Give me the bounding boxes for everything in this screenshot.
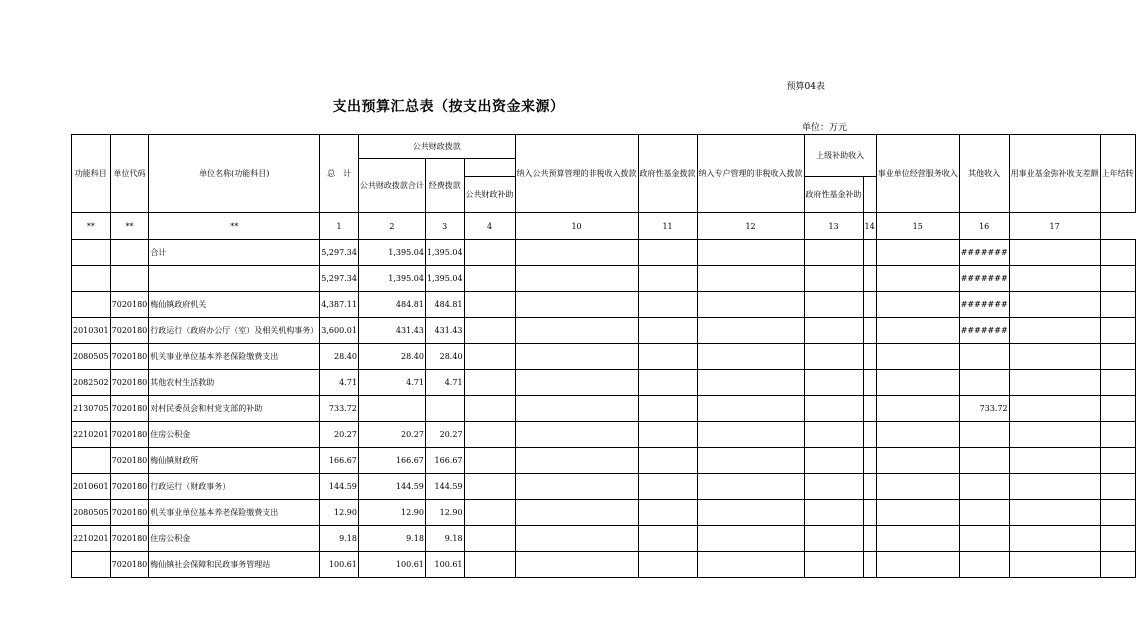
total-cell: 5,297.34: [320, 240, 359, 266]
table-row: [72, 318, 1136, 344]
unit-code-cell-text: 7020180: [111, 456, 148, 465]
unit-code-cell: [110, 500, 149, 526]
total-cell: 100.61: [320, 552, 359, 578]
empty-cell: [1009, 370, 1100, 396]
empty-cell: [804, 266, 863, 292]
total-cell: 20.27: [320, 422, 359, 448]
pf-expense-cell: 431.43: [425, 318, 464, 344]
table-row: [72, 370, 1136, 396]
empty-cell: [863, 448, 876, 474]
empty-cell: [697, 422, 804, 448]
empty-cell: [876, 448, 959, 474]
table-row: [72, 448, 1136, 474]
empty-cell: [1009, 526, 1100, 552]
empty-cell: [1009, 500, 1100, 526]
total-cell: 9.18: [320, 526, 359, 552]
pf-subtotal-cell: 1,395.04: [358, 240, 425, 266]
empty-cell: [876, 240, 959, 266]
total-cell: 4,387.11: [320, 292, 359, 318]
pf-expense-cell: 28.40: [425, 344, 464, 370]
column-index-cell: 2: [358, 213, 425, 240]
empty-cell: [638, 474, 697, 500]
column-index-cell: **: [72, 213, 111, 240]
empty-cell: [638, 422, 697, 448]
unit-code-cell: [110, 552, 149, 578]
column-index-cell: 14: [863, 213, 876, 240]
header-pf-subtotal: 公共财政拨款合计: [358, 159, 425, 213]
func-code-cell: [72, 448, 111, 474]
header-prior-balance: 上年结转: [1100, 135, 1135, 213]
pf-subtotal-cell: 431.43: [358, 318, 425, 344]
header-pf-offbudget: 纳入公共预算管理的非税收入拨款: [515, 135, 638, 213]
pf-expense-cell: 9.18: [425, 526, 464, 552]
pf-subtotal-cell: 20.27: [358, 422, 425, 448]
empty-cell: [876, 552, 959, 578]
unit-label: 单位：万元: [801, 123, 847, 133]
empty-cell: [515, 292, 638, 318]
empty-cell: [804, 292, 863, 318]
unit-name-cell: 住房公积金: [149, 422, 320, 448]
unit-code-cell: [110, 318, 149, 344]
empty-cell: [638, 526, 697, 552]
page-title: 支出预算汇总表（按支出资金来源）: [332, 99, 565, 115]
total-cell: 3,600.01: [320, 318, 359, 344]
empty-cell: [697, 396, 804, 422]
unit-code-cell: [110, 526, 149, 552]
empty-cell: [1100, 526, 1135, 552]
empty-cell: [804, 448, 863, 474]
unit-name-cell: 对村民委员会和村党支部的补助: [149, 396, 320, 422]
empty-cell: [515, 474, 638, 500]
pf-expense-cell: 12.90: [425, 500, 464, 526]
unit-code-cell-text: 7020180: [111, 560, 148, 569]
budget-table: [71, 134, 1136, 578]
unit-code-cell: [110, 396, 149, 422]
unit-code-cell: [110, 240, 149, 266]
column-index-row: [72, 213, 1136, 240]
pf-expense-cell: 4.71: [425, 370, 464, 396]
unit-name-cell: 合计: [149, 240, 320, 266]
unit-code-cell: [110, 370, 149, 396]
unit-code-cell-text: 7020180: [111, 482, 148, 491]
func-code-cell: [72, 240, 111, 266]
other-income-cell: [959, 422, 1009, 448]
empty-cell: [804, 526, 863, 552]
unit-name-cell: 梅仙镇财政所: [149, 448, 320, 474]
unit-code-cell-text: 7020180: [111, 508, 148, 517]
total-cell: 5,297.34: [320, 266, 359, 292]
other-income-cell: [959, 370, 1009, 396]
table-row: [72, 474, 1136, 500]
empty-cell: [697, 474, 804, 500]
unit-code-cell: [110, 474, 149, 500]
other-income-cell: #######: [959, 240, 1009, 266]
empty-cell: [1009, 474, 1100, 500]
table-row: [72, 552, 1136, 578]
unit-code-cell-text: 7020180: [111, 430, 148, 439]
total-cell: 733.72: [320, 396, 359, 422]
empty-cell: [876, 344, 959, 370]
empty-cell: [515, 266, 638, 292]
header-unit-name: 单位名称(功能科目): [149, 135, 320, 213]
unit-code-cell-text: 7020180: [111, 352, 148, 361]
empty-cell: [464, 474, 515, 500]
empty-cell: [1100, 448, 1135, 474]
func-code-cell: 2082502: [72, 370, 111, 396]
empty-cell: [804, 318, 863, 344]
empty-cell: [515, 240, 638, 266]
header-public-fiscal: 公共财政拨款: [358, 135, 515, 159]
empty-cell: [697, 240, 804, 266]
total-cell: 12.90: [320, 500, 359, 526]
empty-cell: [804, 422, 863, 448]
header-business-income: 事业单位经营服务收入: [876, 135, 959, 213]
unit-code-cell-text: [112, 273, 148, 284]
empty-cell: [876, 266, 959, 292]
empty-cell: [464, 552, 515, 578]
empty-cell: [804, 344, 863, 370]
table-row: [72, 240, 1136, 266]
func-code-cell: 2010301: [72, 318, 111, 344]
header-func-code: 功能科目: [72, 135, 111, 213]
empty-cell: [863, 240, 876, 266]
empty-cell: [464, 396, 515, 422]
empty-cell: [863, 370, 876, 396]
empty-cell: [515, 344, 638, 370]
empty-cell: [515, 396, 638, 422]
unit-code-cell: [110, 448, 149, 474]
empty-cell: [876, 500, 959, 526]
empty-cell: [515, 422, 638, 448]
empty-cell: [1100, 552, 1135, 578]
empty-cell: [464, 292, 515, 318]
column-index-cell: **: [149, 213, 320, 240]
empty-cell: [876, 396, 959, 422]
empty-cell: [515, 370, 638, 396]
unit-code-cell: [110, 292, 149, 318]
empty-cell: [1009, 266, 1100, 292]
func-code-cell: [72, 266, 111, 292]
unit-code-cell-text: 7020180: [111, 300, 148, 309]
func-code-cell: 2210201: [72, 422, 111, 448]
unit-name-cell: 机关事业单位基本养老保险缴费支出: [149, 500, 320, 526]
unit-code-cell: [110, 344, 149, 370]
empty-cell: [515, 552, 638, 578]
pf-subtotal-cell: 100.61: [358, 552, 425, 578]
header-sup-public: 公共财政补助: [464, 177, 515, 213]
table-row: [72, 266, 1136, 292]
empty-cell: [464, 370, 515, 396]
empty-cell: [1009, 448, 1100, 474]
empty-cell: [1100, 422, 1135, 448]
empty-cell: [638, 370, 697, 396]
empty-cell: [1100, 344, 1135, 370]
empty-cell: [876, 474, 959, 500]
header-special-nontax: 纳入专户管理的非税收入拨款: [697, 135, 804, 213]
empty-cell: [876, 292, 959, 318]
table-row: [72, 344, 1136, 370]
empty-cell: [464, 266, 515, 292]
empty-cell: [1009, 552, 1100, 578]
pf-subtotal-cell: 144.59: [358, 474, 425, 500]
empty-cell: [638, 448, 697, 474]
empty-cell: [638, 292, 697, 318]
empty-cell: [515, 318, 638, 344]
empty-cell: [863, 344, 876, 370]
unit-code-cell-text: 7020180: [111, 534, 148, 543]
column-index-cell: **: [110, 213, 149, 240]
table-row: [72, 292, 1136, 318]
pf-subtotal-cell: 9.18: [358, 526, 425, 552]
empty-cell: [1100, 292, 1135, 318]
other-income-cell: [959, 500, 1009, 526]
empty-cell: [1100, 370, 1135, 396]
pf-expense-cell: 166.67: [425, 448, 464, 474]
unit-name-cell: 行政运行（政府办公厅（室）及相关机构事务）: [149, 318, 320, 344]
form-number: 预算04表: [786, 82, 825, 92]
unit-code-cell-text: 7020180: [111, 326, 148, 335]
empty-cell: [863, 474, 876, 500]
empty-cell: [876, 422, 959, 448]
empty-cell: [863, 500, 876, 526]
pf-subtotal-cell: 12.90: [358, 500, 425, 526]
empty-cell: [1009, 344, 1100, 370]
column-index-cell: 3: [425, 213, 464, 240]
empty-cell: [697, 318, 804, 344]
empty-cell: [876, 526, 959, 552]
empty-cell: [638, 500, 697, 526]
table-row: [72, 526, 1136, 552]
header-total: 总 计: [320, 135, 359, 213]
empty-cell: [697, 344, 804, 370]
empty-cell: [638, 318, 697, 344]
column-index-cell: 13: [804, 213, 863, 240]
other-income-cell: #######: [959, 292, 1009, 318]
other-income-cell: [959, 474, 1009, 500]
pf-subtotal-cell: [358, 396, 425, 422]
other-income-cell: [959, 344, 1009, 370]
other-income-cell: #######: [959, 318, 1009, 344]
empty-cell: [638, 396, 697, 422]
empty-cell: [863, 526, 876, 552]
empty-cell: [638, 344, 697, 370]
other-income-cell: [959, 526, 1009, 552]
empty-cell: [876, 370, 959, 396]
empty-cell: [515, 500, 638, 526]
empty-cell: [697, 266, 804, 292]
empty-cell: [638, 552, 697, 578]
column-index-cell: 16: [959, 213, 1009, 240]
unit-name-cell: [149, 266, 320, 292]
empty-cell: [464, 344, 515, 370]
header-superior-subsidy: 上级补助收入: [804, 135, 876, 177]
other-income-cell: [959, 448, 1009, 474]
func-code-cell: [72, 292, 111, 318]
empty-cell: [464, 318, 515, 344]
header-other-income: 其他收入: [959, 135, 1009, 213]
empty-cell: [876, 318, 959, 344]
header-sup-govfund: 政府性基金补助: [804, 177, 863, 213]
column-index-cell: 15: [876, 213, 959, 240]
func-code-cell: 2010601: [72, 474, 111, 500]
empty-cell: [638, 240, 697, 266]
empty-cell: [1009, 240, 1100, 266]
pf-expense-cell: 100.61: [425, 552, 464, 578]
empty-cell: [1100, 266, 1135, 292]
empty-cell: [804, 500, 863, 526]
table-row: [72, 500, 1136, 526]
unit-name-cell: 住房公积金: [149, 526, 320, 552]
empty-cell: [804, 240, 863, 266]
empty-cell: [697, 552, 804, 578]
func-code-cell: [72, 552, 111, 578]
empty-cell: [1100, 318, 1135, 344]
empty-cell: [863, 552, 876, 578]
unit-name-cell: 行政运行（财政事务）: [149, 474, 320, 500]
empty-cell: [804, 474, 863, 500]
empty-cell: [863, 318, 876, 344]
empty-cell: [464, 240, 515, 266]
unit-code-cell: [110, 266, 149, 292]
other-income-cell: [959, 552, 1009, 578]
empty-cell: [1100, 474, 1135, 500]
pf-expense-cell: [425, 396, 464, 422]
total-cell: 28.40: [320, 344, 359, 370]
header-unit-code: 单位代码: [110, 135, 149, 213]
pf-expense-cell: 1,395.04: [425, 266, 464, 292]
empty-cell: [1009, 318, 1100, 344]
header-pf-expense: 经费拨款: [425, 159, 464, 213]
total-cell: 166.67: [320, 448, 359, 474]
empty-cell: [697, 370, 804, 396]
empty-cell: [464, 448, 515, 474]
empty-cell: [1100, 500, 1135, 526]
unit-code-cell-text: [112, 247, 148, 258]
unit-code-cell-text: 7020180: [111, 404, 148, 413]
column-index-cell: 12: [697, 213, 804, 240]
empty-cell: [863, 292, 876, 318]
unit-name-cell: 机关事业单位基本养老保险缴费支出: [149, 344, 320, 370]
unit-name-cell: 其他农村生活救助: [149, 370, 320, 396]
empty-cell: [515, 526, 638, 552]
column-index-cell: 1: [320, 213, 359, 240]
pf-subtotal-cell: 166.67: [358, 448, 425, 474]
unit-name-cell: 梅仙镇政府机关: [149, 292, 320, 318]
empty-cell: [804, 396, 863, 422]
empty-cell: [464, 526, 515, 552]
empty-cell: [1009, 422, 1100, 448]
empty-cell: [697, 292, 804, 318]
pf-subtotal-cell: 484.81: [358, 292, 425, 318]
empty-cell: [1100, 396, 1135, 422]
empty-cell: [1100, 240, 1135, 266]
empty-cell: [464, 422, 515, 448]
unit-code-cell-text: 7020180: [111, 378, 148, 387]
table-row: [72, 422, 1136, 448]
pf-expense-cell: 144.59: [425, 474, 464, 500]
empty-cell: [1009, 396, 1100, 422]
func-code-cell: 2080505: [72, 344, 111, 370]
pf-subtotal-cell: 28.40: [358, 344, 425, 370]
unit-code-cell: [110, 422, 149, 448]
other-income-cell: #######: [959, 266, 1009, 292]
column-index-cell: 17: [1009, 213, 1100, 240]
column-index-cell: 4: [464, 213, 515, 240]
empty-cell: [863, 266, 876, 292]
func-code-cell: 2080505: [72, 500, 111, 526]
pf-expense-cell: 484.81: [425, 292, 464, 318]
other-income-cell: 733.72: [959, 396, 1009, 422]
empty-cell: [1009, 292, 1100, 318]
total-cell: 4.71: [320, 370, 359, 396]
empty-cell: [863, 422, 876, 448]
empty-cell: [804, 370, 863, 396]
empty-cell: [863, 396, 876, 422]
empty-cell: [697, 526, 804, 552]
empty-cell: [804, 552, 863, 578]
empty-cell: [515, 448, 638, 474]
total-cell: 144.59: [320, 474, 359, 500]
func-code-cell: 2130705: [72, 396, 111, 422]
empty-cell: [638, 266, 697, 292]
pf-subtotal-cell: 1,395.04: [358, 266, 425, 292]
empty-cell: [464, 500, 515, 526]
column-index-cell: 11: [638, 213, 697, 240]
pf-expense-cell: 20.27: [425, 422, 464, 448]
header-fund-cover: 用事业基金弥补收支差额: [1009, 135, 1100, 213]
pf-expense-cell: 1,395.04: [425, 240, 464, 266]
empty-cell: [697, 448, 804, 474]
func-code-cell: 2210201: [72, 526, 111, 552]
unit-name-cell: 梅仙镇社会保障和民政事务管理站: [149, 552, 320, 578]
empty-cell: [697, 500, 804, 526]
header-gov-fund: 政府性基金拨款: [638, 135, 697, 213]
column-index-cell: 10: [515, 213, 638, 240]
table-row: [72, 396, 1136, 422]
pf-subtotal-cell: 4.71: [358, 370, 425, 396]
